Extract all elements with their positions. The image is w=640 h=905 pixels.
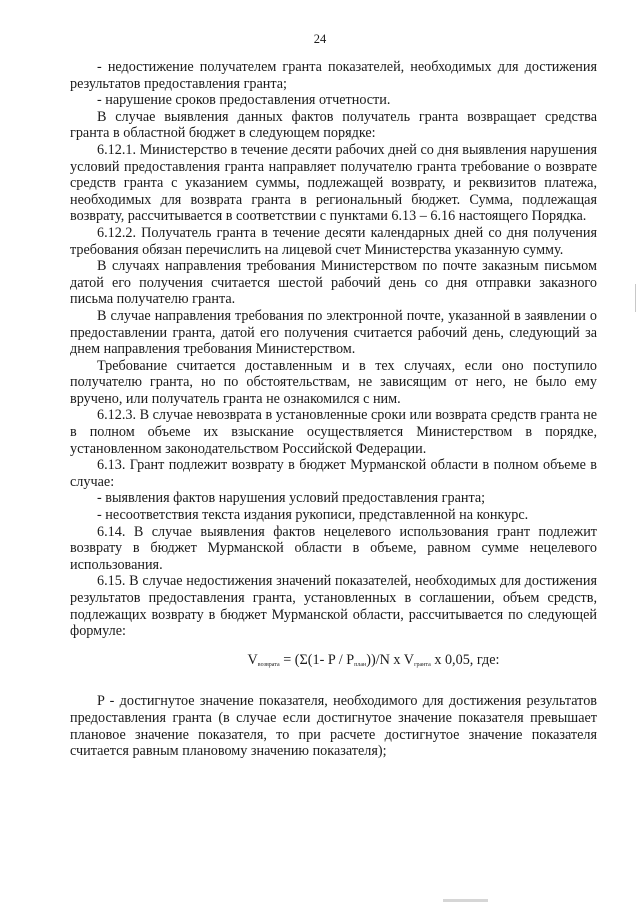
page-number: 24 [313, 32, 327, 46]
document-body [70, 59, 597, 760]
paragraph: В случае выявления данных фактов получатель гранта возвращает средства гранта в областной бюджет в следующем порядке: [70, 108, 597, 142]
formula-part-2: ))/N x V [366, 651, 415, 668]
paragraph: В случаях направления требования Министерством по почте заказным письмом датой его получения считается шестой рабочий день со дня отправки заказного письма получателю гранта. [70, 258, 597, 308]
paragraph: 6.12.1. Министерство в течение десяти рабочих дней со дня выявления нарушения условий предоставления гранта направляет получателю гранта требование о возврате средств гранта с указанием суммы, подлежащей возврату, и реквизитов платежа, необходимых для возврата гранта в региональный бюджет. Сумма, подлежащая возврату, рассчитывается в соответствии с пунктами 6.13 – 6.16 настоящего Порядка. [70, 141, 597, 225]
scan-bottom-mark [443, 899, 488, 902]
paragraph: 6.12.3. В случае невозврата в установленные сроки или возврата средств гранта не в полном объеме их взыскание осуществляется Министерством в порядке, установленном законодательством Российской Федерации. [70, 407, 597, 457]
paragraph: - недостижение получателем гранта показателей, необходимых для достижения результатов предоставления гранта; [70, 59, 597, 92]
formula-v: V [247, 651, 258, 668]
formula-v-subscript: возврата [257, 661, 280, 668]
paragraph: 6.14. В случае выявления фактов нецелевого использования грант подлежит возврату в бюджет Мурманской области в объеме, равном сумме нецелевого использования. [70, 523, 597, 573]
paragraph: - выявления фактов нарушения условий предоставления гранта; [97, 490, 486, 507]
formula-part-1: = (Σ(1- P / P [279, 651, 355, 668]
scan-margin-mark [635, 284, 636, 312]
formula-vg-subscript: гранта [414, 661, 431, 668]
paragraph: - несоответствия текста издания рукописи, представленной на конкурс. [97, 507, 529, 524]
formula-part-3: x 0,05, где: [430, 651, 500, 668]
paragraph: P - достигнутое значение показателя, необходимого для достижения результатов предоставления гранта (в случае если достигнутое значение показателя превышает плановое значение показателя, то при расчете достигнутое значение показателя считается равным плановому значению показателя); [70, 693, 597, 760]
refund-formula [70, 652, 597, 674]
paragraph: В случае направления требования по электронной почте, указанной в заявлении о предоставлении гранта, датой его получения считается рабочий день, следующий за днем направления требования Министерством. [70, 307, 597, 358]
paragraph: - нарушение сроков предоставления отчетности. [97, 92, 391, 109]
paragraph: Требование считается доставленным и в тех случаях, если оно поступило получателю гранта, но по обстоятельствам, не зависящим от него, не было ему вручено, или получатель гранта не ознакомился с ним. [70, 357, 597, 407]
paragraph: 6.13. Грант подлежит возврату в бюджет Мурманской области в полном объеме в случае: [70, 457, 597, 490]
paragraph: 6.12.2. Получатель гранта в течение десяти календарных дней со дня получения требования обязан перечислить на лицевой счет Министерства указанную сумму. [70, 224, 597, 258]
formula-p-subscript: план [354, 661, 367, 668]
paragraph: 6.15. В случае недостижения значений показателей, необходимых для достижения результатов предоставления гранта, установленных в соглашении, объем средств, подлежащих возврату в бюджет Мурманской области, рассчитывается по следующей формуле: [70, 573, 597, 640]
